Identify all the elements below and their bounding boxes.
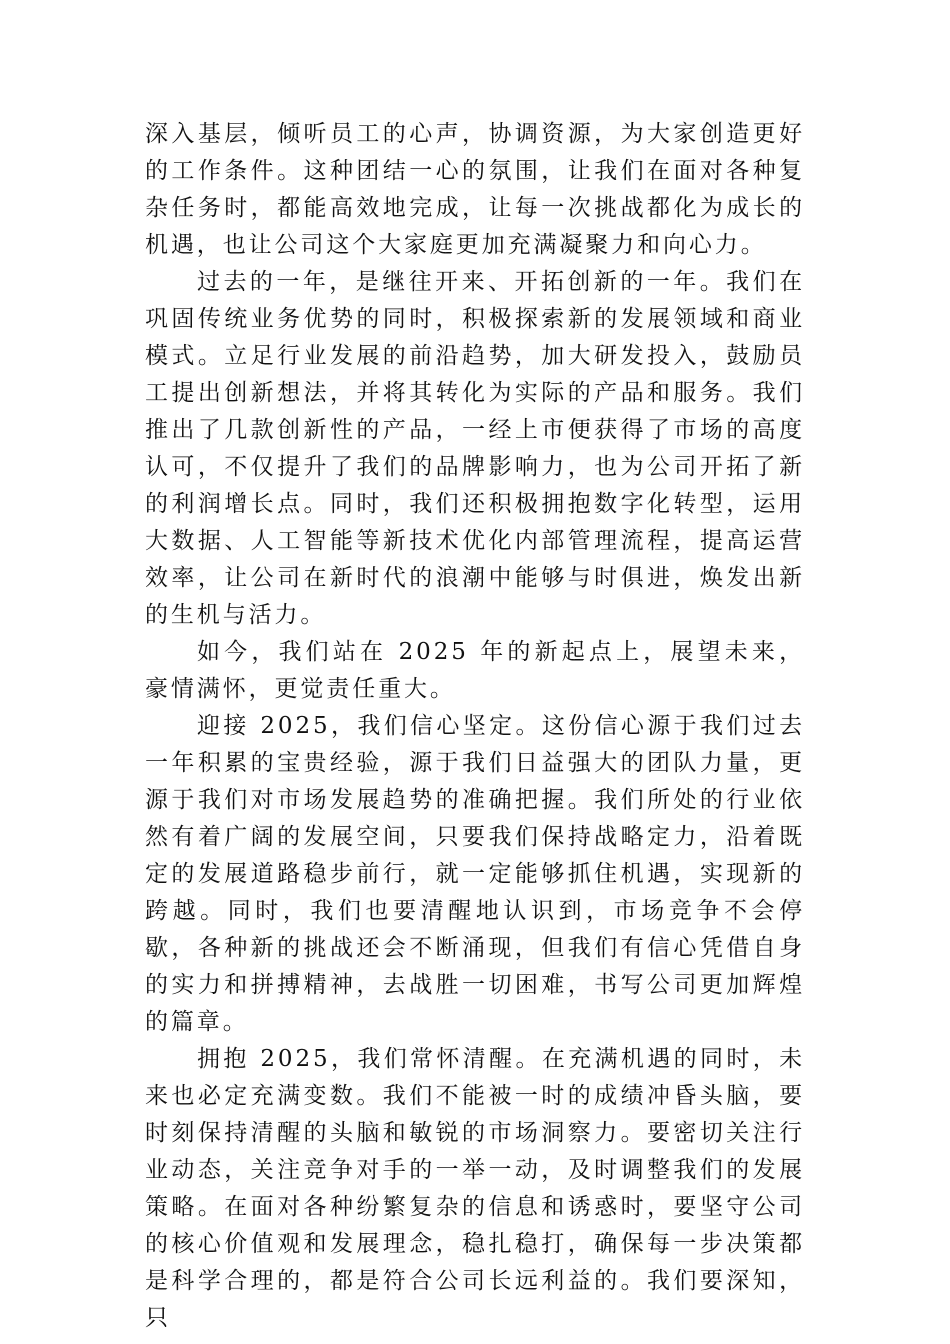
paragraph-continuation: 深入基层，倾听员工的心声，协调资源，为大家创造更好的工作条件。这种团结一心的氛围，让我们在面对各种复杂任务时，都能高效地完成，让每一次挑战都化为成长的机遇，也让公司这个大家庭更加充满凝聚力和向心力。 xyxy=(145,121,805,258)
paragraph-past-year: 过去的一年，是继往开来、开拓创新的一年。我们在巩固传统业务优势的同时，积极探索新的发展领域和商业模式。立足行业发展的前沿趋势，加大研发投入，鼓励员工提出创新想法，并将其转化为实际的产品和服务。我们推出了几款创新性的产品，一经上市便获得了市场的高度认可，不仅提升了我们的品牌影响力，也为公司开拓了新的利润增长点。同时，我们还积极拥抱数字化转型，运用大数据、人工智能等新技术优化内部管理流程，提高运营效率，让公司在新时代的浪潮中能够与时俱进，焕发出新的生机与活力。 xyxy=(145,269,805,628)
document-body xyxy=(145,116,805,1337)
paragraph-clear-mind: 拥抱 2025，我们常怀清醒。在充满机遇的同时，未来也必定充满变数。我们不能被一时的成绩冲昏头脑，要时刻保持清醒的头脑和敏锐的市场洞察力。要密切关注行业动态，关注竞争对手的一举一动，及时调整我们的发展策略。在面对各种纷繁复杂的信息和诱惑时，要坚守公司的核心价值观和发展理念，稳扎稳打，确保每一步决策都是科学合理的，都是符合公司长远利益的。我们要深知，只 xyxy=(145,1046,805,1331)
paragraph-confidence: 迎接 2025，我们信心坚定。这份信心源于我们过去一年积累的宝贵经验，源于我们日益强大的团队力量，更源于我们对市场发展趋势的准确把握。我们所处的行业依然有着广阔的发展空间，只要我们保持战略定力，沿着既定的发展道路稳步前行，就一定能够抓住机遇，实现新的跨越。同时，我们也要清醒地认识到，市场竞争不会停歇，各种新的挑战还会不断涌现，但我们有信心凭借自身的实力和拼搏精神，去战胜一切困难，书写公司更加辉煌的篇章。 xyxy=(145,713,805,1035)
paragraph-new-start: 如今，我们站在 2025 年的新起点上，展望未来，豪情满怀，更觉责任重大。 xyxy=(145,639,805,702)
